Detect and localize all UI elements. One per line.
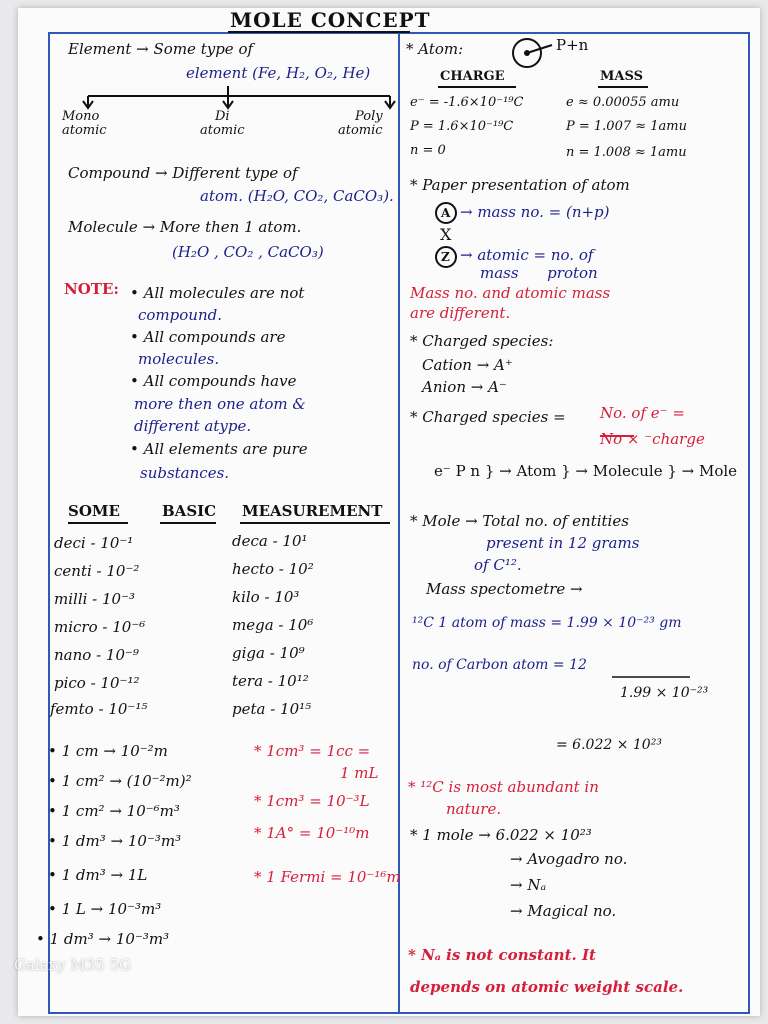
underline (240, 522, 390, 524)
mass-header: MASS (600, 69, 643, 84)
charge-header: CHARGE (440, 69, 505, 84)
atomic-number-def-2: mass proton (480, 264, 598, 282)
carbon-atoms-denominator: 1.99 × 10⁻²³ (620, 685, 709, 701)
mass-diff-note: Mass no. and atomic mass (410, 284, 611, 302)
prefix-small: micro - 10⁻⁶ (54, 618, 146, 636)
note-line: substances. (140, 464, 230, 482)
magical-number: → Magical no. (510, 902, 617, 920)
charged-species-change: No × ⁻charge (600, 430, 705, 448)
unit-conversion: • 1 dm³ → 10⁻³m³ (36, 930, 170, 948)
unit-fact: * 1A° = 10⁻¹⁰m (254, 824, 370, 842)
prefix-small: centi - 10⁻² (54, 562, 140, 580)
charge-value: n = 0 (410, 143, 446, 158)
prefix-large: kilo - 10³ (232, 588, 300, 606)
cation-def: Cation → A⁺ (422, 356, 513, 374)
unit-conversion: • 1 L → 10⁻³m³ (48, 900, 162, 918)
atomic-number-def: → atomic = no. of (460, 246, 594, 264)
note-line: • All molecules are not (130, 284, 305, 302)
compound-line1: Compound → Different type of (68, 164, 298, 182)
note-line: • All elements are pure (130, 440, 308, 458)
underline (160, 522, 216, 524)
note-label: NOTE: (64, 280, 119, 298)
mole-def: * Mole → Total no. of entities (410, 512, 629, 530)
unit-conversion: • 1 dm³ → 1L (48, 866, 148, 884)
mass-spectrometer: Mass spectometre → (426, 580, 583, 598)
note-line: • All compounds are (130, 328, 286, 346)
prefix-small: pico - 10⁻¹² (54, 674, 140, 692)
note-line: molecules. (138, 350, 220, 368)
unit-conversion: • 1 cm² → 10⁻⁶m³ (48, 802, 180, 820)
di-atomic: Di atomic (200, 109, 245, 138)
unit-conversion: • 1 cm → 10⁻²m (48, 742, 168, 760)
na-not-constant-2: depends on atomic weight scale. (410, 978, 684, 996)
prefix-small: milli - 10⁻³ (54, 590, 136, 608)
mass-number-symbol: A (441, 206, 451, 220)
note-line: compound. (138, 306, 222, 324)
element-symbol: X (440, 225, 452, 244)
paper-presentation: * Paper presentation of atom (410, 176, 630, 194)
charged-species-value: No. of e⁻ = (600, 404, 685, 422)
camera-watermark: Galaxy M35 5G (14, 956, 132, 974)
mole-def-3: of C¹². (474, 556, 522, 574)
prefix-large: hecto - 10² (232, 560, 314, 578)
mass-value: P = 1.007 ≈ 1amu (566, 119, 687, 134)
poly-atomic: Poly atomic (338, 109, 383, 138)
prefix-large: deca - 10¹ (232, 532, 308, 550)
charge-value: P = 1.6×10⁻¹⁹C (410, 119, 514, 134)
underline (438, 86, 516, 88)
prefix-small: femto - 10⁻¹⁵ (50, 700, 148, 718)
measure-header-basic: BASIC (162, 502, 217, 520)
mass-value: e ≈ 0.00055 amu (566, 95, 680, 110)
mono-atomic: Mono atomic (62, 109, 107, 138)
unit-conversion: • 1 dm³ → 10⁻³m³ (48, 832, 182, 850)
measure-header-some: SOME (68, 502, 120, 520)
note-line: • All compounds have (130, 372, 297, 390)
molecule-line2: (H₂O , CO₂ , CaCO₃) (172, 243, 324, 261)
measure-header-measurement: MEASUREMENT (242, 502, 383, 520)
na-not-constant: * Nₐ is not constant. It (408, 946, 596, 964)
atomic-number-symbol: Z (441, 250, 450, 264)
underline (598, 86, 648, 88)
element-line1: Element → Some type of (68, 40, 254, 58)
underline (68, 522, 128, 524)
c12-mass: ¹²C 1 atom of mass = 1.99 × 10⁻²³ gm (412, 615, 682, 631)
note-line: more then one atom & (134, 395, 306, 413)
c12-abundant: * ¹²C is most abundant in (408, 778, 599, 796)
atom-heading: * Atom: (406, 40, 464, 58)
prefix-small: deci - 10⁻¹ (54, 534, 134, 552)
unit-fact: 1 mL (340, 764, 379, 782)
charged-species-heading: * Charged species: (410, 332, 554, 350)
mass-number-def: → mass no. = (n+p) (460, 203, 610, 221)
prefix-large: peta - 10¹⁵ (232, 700, 312, 718)
prefix-large: mega - 10⁶ (232, 616, 314, 634)
molecule-line1: Molecule → More then 1 atom. (68, 218, 302, 236)
particle-chain: e⁻ P n } → Atom } → Molecule } → Mole (434, 462, 738, 480)
na-symbol: → Nₐ (510, 876, 547, 894)
charge-value: e⁻ = -1.6×10⁻¹⁹C (410, 95, 524, 110)
unit-fact: * 1cm³ = 1cc = (254, 742, 371, 760)
avogadro-number: → Avogadro no. (510, 850, 628, 868)
unit-fact: * 1cm³ = 10⁻³L (254, 792, 370, 810)
note-line: different atype. (134, 417, 252, 435)
unit-fact: * 1 Fermi = 10⁻¹⁶m (254, 868, 401, 886)
element-line2: element (Fe, H₂, O₂, He) (186, 64, 371, 82)
prefix-small: nano - 10⁻⁹ (54, 646, 139, 664)
c12-abundant-2: nature. (446, 800, 502, 818)
mole-def-2: present in 12 grams (486, 534, 640, 552)
anion-def: Anion → A⁻ (422, 378, 507, 396)
charged-species-formula: * Charged species = (410, 408, 566, 426)
mass-value: n = 1.008 ≈ 1amu (566, 145, 687, 160)
avogadro-value: = 6.022 × 10²³ (556, 737, 662, 753)
unit-conversion: • 1 cm² → (10⁻²m)² (48, 772, 192, 790)
carbon-atoms-numerator: no. of Carbon atom = 12 (412, 657, 587, 673)
one-mole: * 1 mole → 6.022 × 10²³ (410, 826, 592, 844)
page-title: MOLE CONCEPT (230, 8, 431, 32)
mass-diff-note-2: are different. (410, 304, 511, 322)
compound-line2: atom. (H₂O, CO₂, CaCO₃). (200, 187, 394, 205)
atom-pn: P+n (556, 36, 589, 54)
prefix-large: giga - 10⁹ (232, 644, 305, 662)
prefix-large: tera - 10¹² (232, 672, 309, 690)
